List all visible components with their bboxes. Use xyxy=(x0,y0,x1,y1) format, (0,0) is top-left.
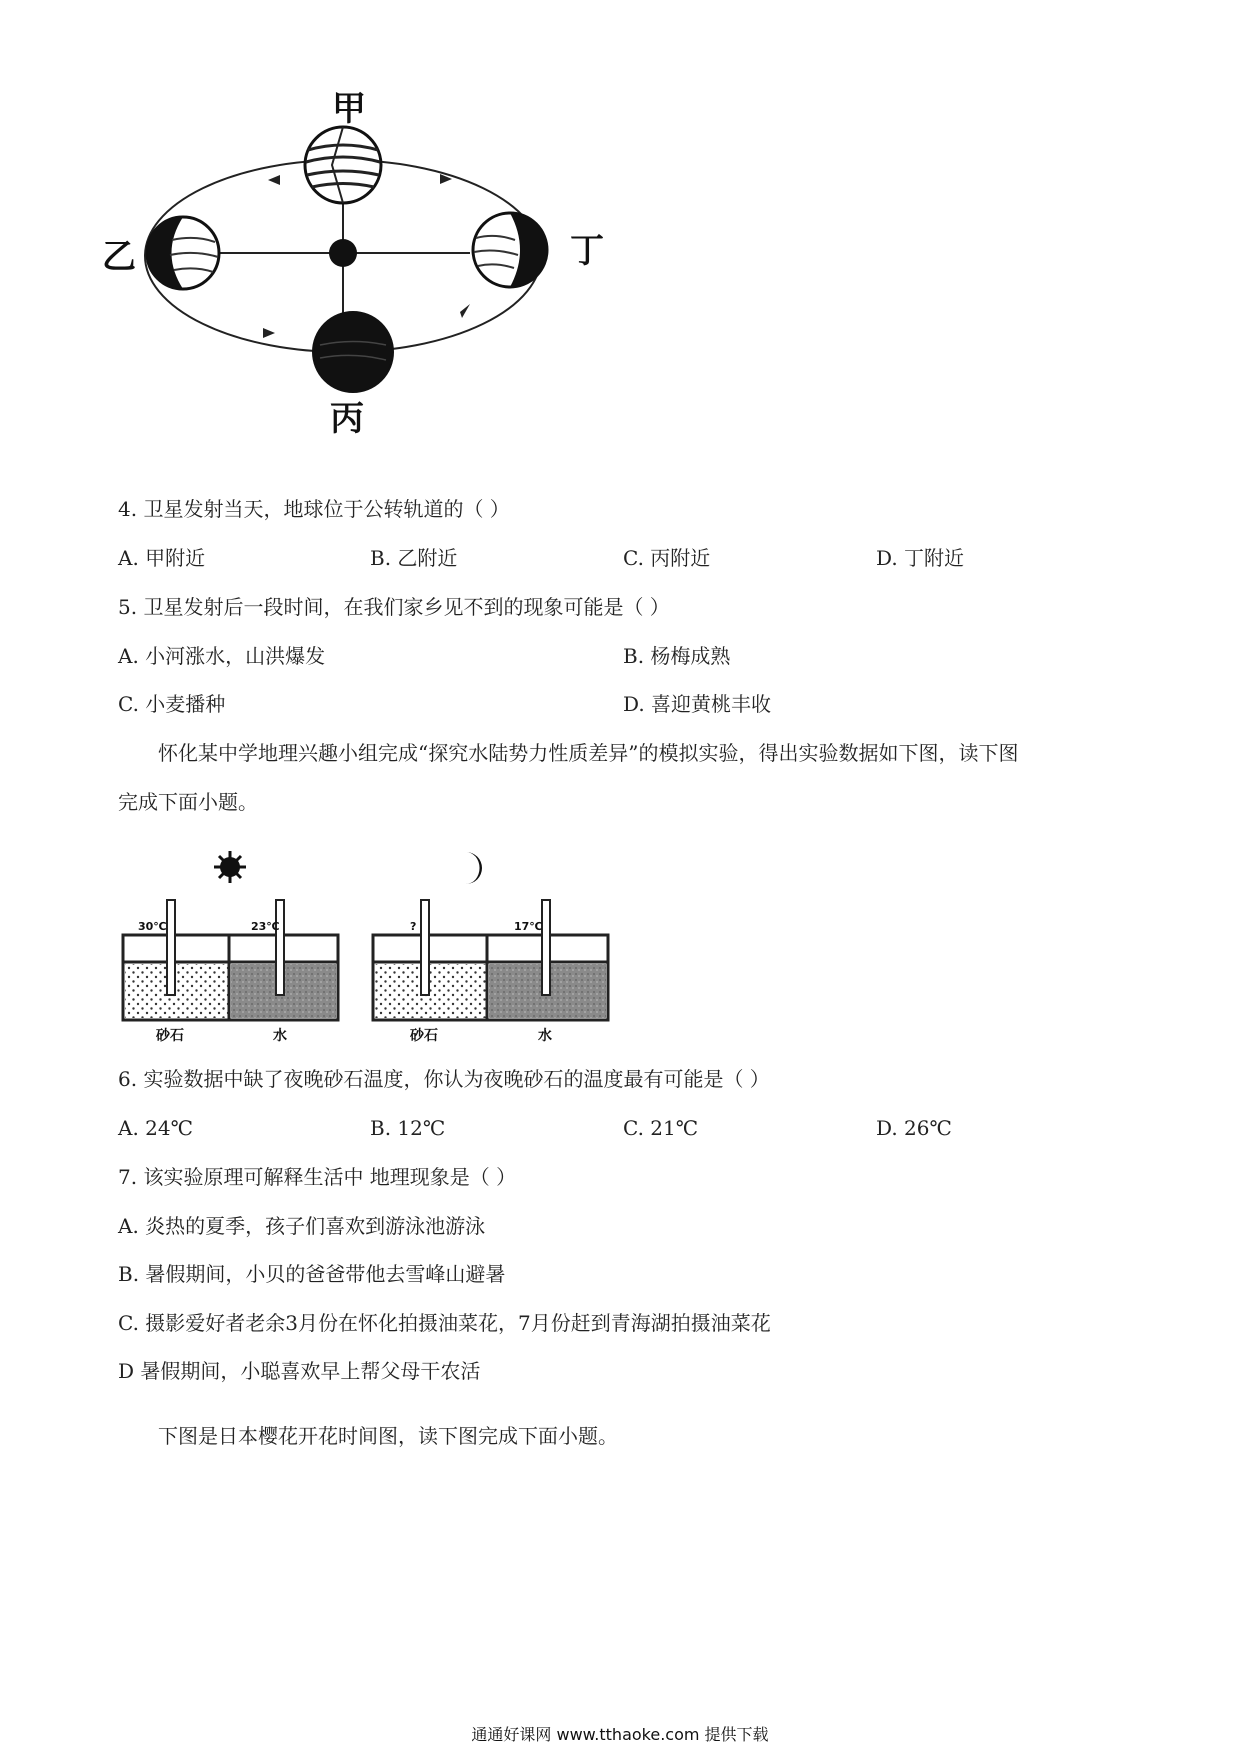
question-4-option-b[interactable]: B. 乙附近 xyxy=(370,546,458,570)
question-4-option-a[interactable]: A. 甲附近 xyxy=(118,546,206,570)
night-sand-label: 砂石 xyxy=(410,1028,438,1044)
question-5-stem: 5. 卫星发射后一段时间，在我们家乡见不到的现象可能是（ ） xyxy=(118,595,670,619)
moon-icon xyxy=(466,852,482,884)
question-7-option-c[interactable]: C. 摄影爱好者老余3月份在怀化拍摄油菜花，7月份赶到青海湖拍摄油菜花 xyxy=(118,1311,771,1335)
day-sand-temperature: 30℃ xyxy=(138,920,167,933)
earth-ding xyxy=(473,213,547,287)
orbit-arrow xyxy=(460,304,470,318)
question-5-option-c[interactable]: C. 小麦播种 xyxy=(118,692,226,716)
night-water-temperature: 17℃ xyxy=(514,920,543,933)
intro-paragraph-2: 下图是日本樱花开花时间图，读下图完成下面小题。 xyxy=(158,1424,618,1448)
day-container xyxy=(123,900,338,1020)
sun-icon xyxy=(214,851,246,883)
sun xyxy=(329,239,357,267)
question-7-option-d[interactable]: D 暑假期间，小聪喜欢早上帮父母干农活 xyxy=(118,1359,481,1383)
question-4-stem: 4. 卫星发射当天，地球位于公转轨道的（ ） xyxy=(118,497,510,521)
label-jia: 甲 xyxy=(332,90,366,129)
earth-jia xyxy=(305,127,381,203)
question-4-option-d[interactable]: D. 丁附近 xyxy=(876,546,965,570)
question-6-option-d[interactable]: D. 26℃ xyxy=(876,1116,952,1140)
page-footer: 通通好课网 www.tthaoke.com 提供下载 xyxy=(471,1725,769,1744)
question-7-option-a[interactable]: A. 炎热的夏季，孩子们喜欢到游泳池游泳 xyxy=(118,1214,486,1238)
question-6-option-c[interactable]: C. 21℃ xyxy=(623,1116,699,1140)
question-5-option-b[interactable]: B. 杨梅成熟 xyxy=(623,644,731,668)
earth-orbit-figure xyxy=(100,90,660,470)
question-5-option-d[interactable]: D. 喜迎黄桃丰收 xyxy=(623,692,772,716)
question-6-option-a[interactable]: A. 24℃ xyxy=(118,1116,193,1140)
question-6-stem: 6. 实验数据中缺了夜晚砂石温度，你认为夜晚砂石的温度最有可能是（ ） xyxy=(118,1067,770,1091)
question-5-option-a[interactable]: A. 小河涨水，山洪爆发 xyxy=(118,644,326,668)
day-water-temperature: 23℃ xyxy=(251,920,280,933)
question-7-option-b[interactable]: B. 暑假期间，小贝的爸爸带他去雪峰山避暑 xyxy=(118,1262,506,1286)
orbit-arrow xyxy=(268,175,280,185)
label-ding: 丁 xyxy=(570,231,604,271)
night-water-label: 水 xyxy=(538,1028,552,1044)
land-water-experiment-figure xyxy=(118,840,618,1055)
day-water-label: 水 xyxy=(273,1028,287,1044)
question-4-option-c[interactable]: C. 丙附近 xyxy=(623,546,711,570)
orbit-arrow xyxy=(263,328,275,338)
earth-yi xyxy=(147,217,219,289)
question-7-stem: 7. 该实验原理可解释生活中 地理现象是（ ） xyxy=(118,1165,517,1189)
earth-bing xyxy=(313,312,393,392)
day-sand-label: 砂石 xyxy=(156,1028,184,1044)
label-bing: 丙 xyxy=(330,399,364,439)
question-6-option-b[interactable]: B. 12℃ xyxy=(370,1116,446,1140)
night-sand-temperature: ? xyxy=(410,920,417,933)
intro-paragraph-line-1: 怀化某中学地理兴趣小组完成“探究水陆势力性质差异”的模拟实验，得出实验数据如下图，读下图 xyxy=(158,741,1019,765)
night-container xyxy=(373,900,608,1020)
intro-paragraph-line-2: 完成下面小题。 xyxy=(118,790,258,814)
label-yi: 乙 xyxy=(102,237,136,277)
